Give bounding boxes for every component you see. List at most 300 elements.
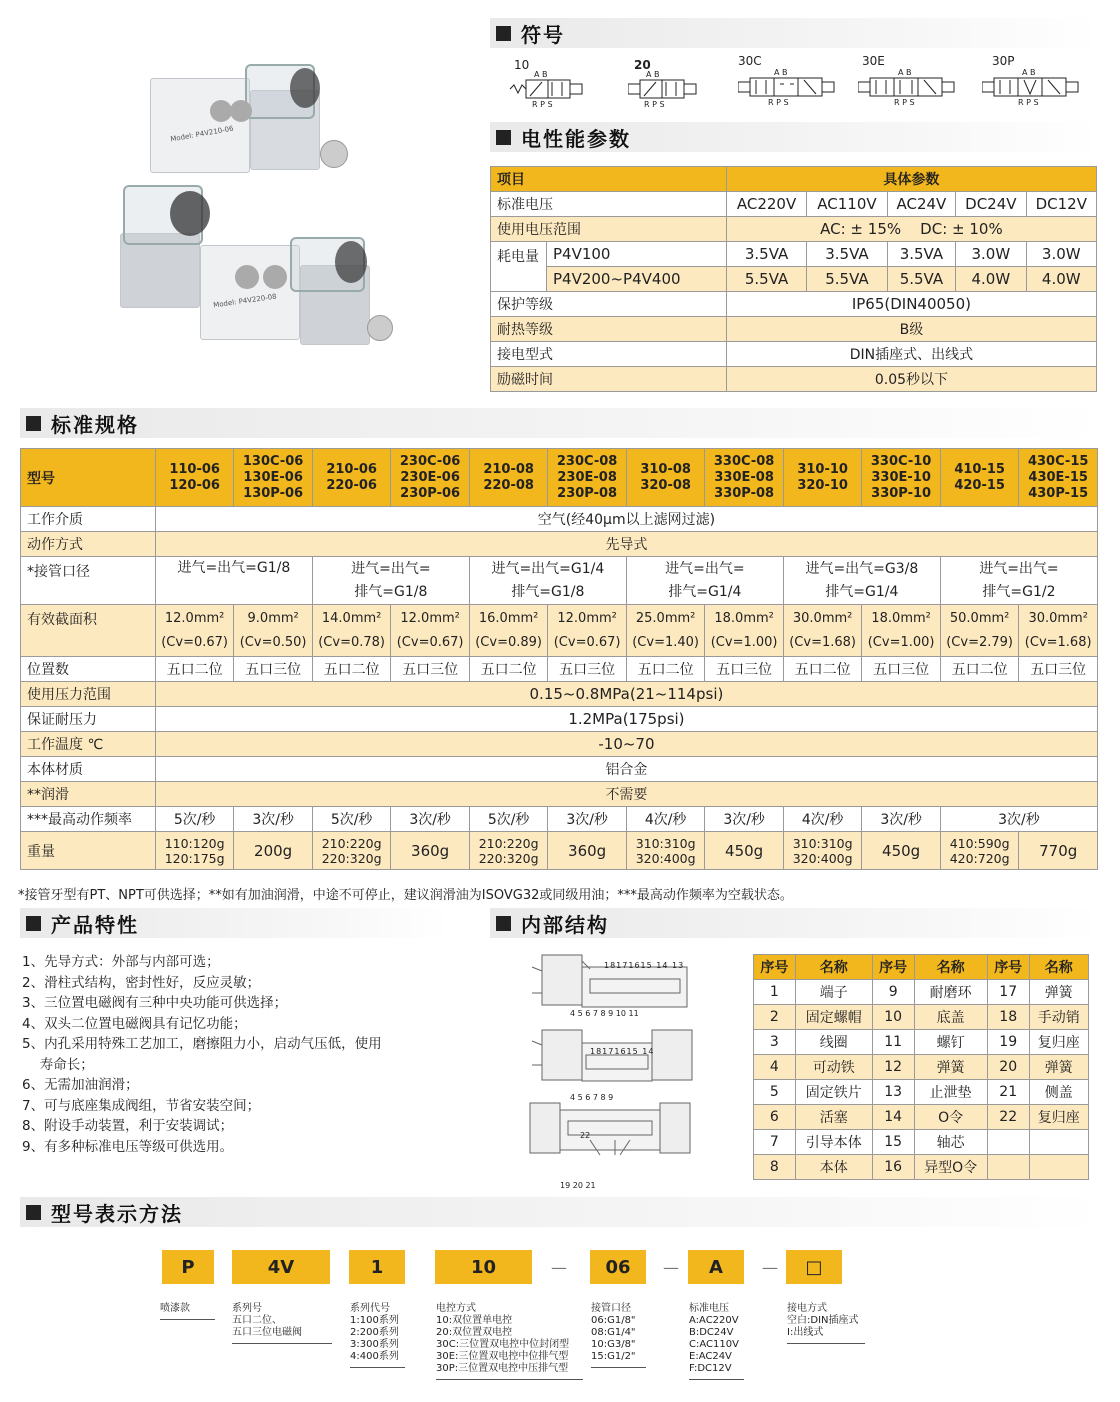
section-title: 产品特性	[51, 912, 139, 937]
pressure-value: 0.15~0.8MPa(21~114psi)	[155, 682, 1097, 707]
protection-value: IP65(DIN40050)	[726, 292, 1096, 317]
section-title: 标准规格	[51, 412, 139, 437]
area-cv: (Cv=1.40)	[632, 634, 699, 650]
area-value	[234, 605, 313, 657]
model-code: 320-08	[640, 477, 691, 493]
model-col	[391, 449, 470, 507]
part-name: 弹簧	[1029, 1055, 1088, 1080]
part-number: 8	[754, 1155, 796, 1180]
diagram-callout: 4 5 6 7 8 9 10 11	[570, 1009, 639, 1018]
position-value: 五口二位	[626, 657, 705, 682]
area-mm2: 25.0mm²	[635, 610, 696, 626]
internal-drawing	[520, 945, 700, 1195]
square-bullet-icon	[26, 1205, 41, 1220]
part-number: 4	[754, 1055, 796, 1080]
consumption-label: 耗电量	[491, 242, 547, 292]
feature-list	[22, 952, 442, 1157]
symbol-20	[628, 58, 708, 110]
section-electrical	[490, 122, 1100, 152]
weight-value	[312, 832, 391, 870]
area-mm2: 12.0mm²	[164, 610, 225, 626]
medium-value: 空气(经40μm以上滤网过滤)	[155, 507, 1097, 532]
part-name: 止泄垫	[914, 1080, 987, 1105]
model-code: 230E-06	[400, 469, 460, 485]
caption-line: 15:G1/2"	[591, 1351, 636, 1362]
port-value	[155, 557, 312, 605]
weight-value	[705, 832, 784, 870]
area-cv: (Cv=0.50)	[239, 634, 307, 650]
feature-item: 4、双头二位置电磁阀具有记忆功能；	[22, 1015, 247, 1032]
model-code: 430C-15	[1027, 453, 1089, 469]
product-image-double	[115, 185, 395, 355]
part-name: 螺钉	[914, 1030, 987, 1055]
part-number: 6	[754, 1105, 796, 1130]
code-box-series: 4V	[232, 1250, 330, 1284]
model-code: 310-10	[797, 461, 848, 477]
weight-value	[626, 832, 705, 870]
area-mm2: 30.0mm²	[1028, 610, 1088, 626]
weight-value	[548, 832, 627, 870]
product-image-single	[150, 60, 360, 190]
part-number	[987, 1155, 1029, 1180]
freq-value: 4次/秒	[783, 807, 862, 832]
product-label: Model: P4V220-08	[212, 292, 278, 310]
area-cv: (Cv=0.67)	[161, 634, 228, 650]
port-line: 进气=出气=	[351, 560, 431, 577]
code-box-voltage: A	[688, 1250, 744, 1284]
feature-item: 寿命长；	[22, 1056, 94, 1073]
area-mm2: 12.0mm²	[557, 610, 617, 626]
model-code: 130E-06	[243, 469, 303, 485]
model-code: 330E-08	[714, 469, 774, 485]
parts-table	[753, 954, 1089, 1180]
area-mm2: 16.0mm²	[478, 610, 539, 626]
model-code: 430E-15	[1028, 469, 1088, 485]
area-value	[312, 605, 391, 657]
caption-line: 10:G3/8"	[591, 1339, 636, 1350]
model-col	[626, 449, 705, 507]
caption-line: 20:双位置双电控	[436, 1327, 513, 1338]
code-caption	[787, 1303, 859, 1339]
caption-line: A:AC220V	[689, 1315, 739, 1326]
part-name: 复归座	[1029, 1030, 1088, 1055]
symbol-ports-bottom: R P S	[894, 98, 915, 107]
weight-value	[155, 832, 234, 870]
part-number: 7	[754, 1130, 796, 1155]
p4v200-label: P4V200~P4V400	[547, 267, 727, 292]
position-value: 五口二位	[940, 657, 1019, 682]
part-number: 3	[754, 1030, 796, 1055]
p4v100-value: 3.5VA	[726, 242, 806, 267]
protection-label: 保护等级	[491, 292, 727, 317]
temp-value: -10~70	[155, 732, 1097, 757]
caption-underline	[436, 1379, 583, 1380]
p4v100-value: 3.5VA	[807, 242, 887, 267]
symbol-30p	[982, 54, 1086, 106]
model-code: 310-08	[640, 461, 691, 477]
port-line: 排气=G1/2	[982, 583, 1056, 600]
model-label: 型号	[21, 449, 156, 507]
caption-line: C:AC110V	[689, 1339, 739, 1350]
symbol-30c	[738, 54, 838, 106]
part-name: 固定螺帽	[795, 1005, 872, 1030]
weight-value	[391, 832, 470, 870]
port-line: 进气=出气=	[979, 560, 1059, 577]
area-value	[783, 605, 862, 657]
position-value: 五口二位	[783, 657, 862, 682]
part-number: 1	[754, 980, 796, 1005]
part-number: 12	[872, 1055, 914, 1080]
code-caption	[689, 1303, 739, 1375]
weight-line: 420:720g	[949, 850, 1010, 866]
weight-value	[469, 832, 548, 870]
part-name: 可动铁	[795, 1055, 872, 1080]
port-line: 进气=出气=G1/8	[177, 560, 291, 576]
area-label: 有效截面积	[21, 605, 156, 657]
port-label: *接管口径	[21, 557, 156, 605]
position-value: 五口二位	[469, 657, 548, 682]
part-name: O令	[914, 1105, 987, 1130]
caption-line: 30C:三位置双电控中位封闭型	[436, 1339, 570, 1350]
model-code: 120-06	[169, 477, 220, 493]
part-number: 18	[987, 1005, 1029, 1030]
weight-value	[234, 832, 313, 870]
model-code: 230P-06	[400, 485, 461, 501]
position-value: 五口三位	[234, 657, 313, 682]
caption-underline	[787, 1343, 865, 1344]
port-line: 进气=出气=G1/4	[491, 560, 605, 577]
part-number: 2	[754, 1005, 796, 1030]
caption-line: E:AC24V	[689, 1351, 732, 1362]
area-value	[469, 605, 548, 657]
part-number: 14	[872, 1105, 914, 1130]
port-line: 排气=G1/8	[354, 583, 428, 600]
model-col	[1019, 449, 1098, 507]
symbol-label: 30C	[738, 54, 762, 68]
code-dash: —	[663, 1258, 679, 1277]
symbol-ports-top: A B	[774, 68, 788, 77]
part-number: 15	[872, 1130, 914, 1155]
action-value: 先导式	[155, 532, 1097, 557]
header-params: 具体参数	[726, 167, 1096, 192]
caption-line: 空白:DIN插座式	[787, 1315, 859, 1326]
freq-value: 3次/秒	[548, 807, 627, 832]
part-number: 5	[754, 1080, 796, 1105]
area-mm2: 18.0mm²	[871, 610, 931, 626]
part-number: 11	[872, 1030, 914, 1055]
square-bullet-icon	[26, 916, 41, 931]
voltage-value: AC220V	[726, 192, 806, 217]
model-col	[705, 449, 784, 507]
electrical-table	[490, 166, 1097, 392]
area-value	[862, 605, 941, 657]
code-caption	[436, 1303, 569, 1375]
area-mm2: 9.0mm²	[247, 610, 299, 626]
section-symbol	[490, 18, 1100, 48]
weight-line: 450g	[882, 841, 921, 860]
position-value: 五口二位	[155, 657, 234, 682]
part-number: 16	[872, 1155, 914, 1180]
model-col	[312, 449, 391, 507]
weight-value	[862, 832, 941, 870]
model-code: 110-06	[169, 461, 220, 477]
part-number: 22	[987, 1105, 1029, 1130]
section-title: 型号表示方法	[51, 1201, 183, 1226]
part-name	[1029, 1155, 1088, 1180]
weight-value	[940, 832, 1019, 870]
position-value: 五口三位	[705, 657, 784, 682]
model-col	[548, 449, 627, 507]
header-item: 项目	[491, 167, 727, 192]
weight-line: 210:220g	[478, 835, 539, 851]
port-line: 进气=出气=G3/8	[805, 560, 919, 577]
weight-line: 360g	[411, 841, 450, 860]
code-dash: —	[762, 1258, 778, 1277]
part-name: 侧盖	[1029, 1080, 1088, 1105]
section-title: 内部结构	[521, 912, 609, 937]
section-model-code	[20, 1197, 1100, 1227]
area-cv: (Cv=0.78)	[318, 634, 385, 650]
model-code: 410-15	[954, 461, 1005, 477]
position-value: 五口三位	[1019, 657, 1098, 682]
area-value	[548, 605, 627, 657]
model-col	[234, 449, 313, 507]
p4v200-value: 5.5VA	[807, 267, 887, 292]
caption-underline	[689, 1379, 744, 1380]
excite-label: 励磁时间	[491, 367, 727, 392]
code-caption	[160, 1303, 190, 1315]
voltage-value: DC24V	[956, 192, 1026, 217]
model-code: 320-10	[797, 477, 848, 493]
range-label: 使用电压范围	[491, 217, 727, 242]
section-standard	[20, 408, 1100, 438]
feature-item: 8、附设手动装置，利于安装调试；	[22, 1118, 234, 1134]
weight-line: 310:310g	[792, 835, 853, 851]
part-number	[987, 1130, 1029, 1155]
heat-value: B级	[726, 317, 1096, 342]
model-col	[862, 449, 941, 507]
symbol-10	[508, 58, 588, 110]
symbol-ports-top: A B	[898, 68, 912, 77]
model-code: 330P-08	[714, 485, 775, 501]
code-caption	[591, 1303, 636, 1363]
weight-line: 220:320g	[478, 850, 539, 866]
port-value	[940, 557, 1097, 605]
freq-value: 5次/秒	[312, 807, 391, 832]
feature-item: 5、内孔采用特殊工艺加工，磨擦阻力小，启动气压低，使用	[22, 1036, 382, 1052]
part-name: 弹簧	[1029, 980, 1088, 1005]
medium-label: 工作介质	[21, 507, 156, 532]
area-value	[155, 605, 234, 657]
symbol-label: 20	[634, 58, 651, 72]
diagram-callout: 19 20 21	[560, 1181, 596, 1190]
feature-item: 3、三位置电磁阀有三种中央功能可供选择；	[22, 995, 288, 1011]
voltage-label: 标准电压	[491, 192, 727, 217]
freq-value: 3次/秒	[940, 807, 1097, 832]
part-name: 引导本体	[795, 1130, 872, 1155]
internal-diagram	[520, 945, 700, 1195]
caption-underline	[160, 1319, 215, 1320]
feature-item: 2、滑柱式结构，密封性好，反应灵敏；	[22, 974, 261, 991]
freq-label: ***最高动作频率	[21, 807, 156, 832]
port-value	[783, 557, 940, 605]
lube-value: 不需要	[155, 782, 1097, 807]
port-value	[626, 557, 783, 605]
symbol-ports-top: A B	[1022, 68, 1036, 77]
wiring-value: DIN插座式、出线式	[726, 342, 1096, 367]
parts-header: 名称	[914, 955, 987, 980]
area-mm2: 50.0mm²	[949, 610, 1010, 626]
model-code: 230E-08	[557, 469, 617, 485]
symbol-label: 10	[514, 58, 530, 72]
weight-line: 200g	[254, 841, 293, 860]
port-value	[312, 557, 469, 605]
position-value: 五口三位	[548, 657, 627, 682]
part-number: 20	[987, 1055, 1029, 1080]
p4v100-label: P4V100	[547, 242, 727, 267]
weight-line: 770g	[1039, 841, 1078, 860]
area-value	[626, 605, 705, 657]
part-name: 固定铁片	[795, 1080, 872, 1105]
part-name	[1029, 1130, 1088, 1155]
caption-line: 3:300系列	[350, 1339, 399, 1350]
part-name: 本体	[795, 1155, 872, 1180]
action-label: 动作方式	[21, 532, 156, 557]
model-col	[469, 449, 548, 507]
area-value	[1019, 605, 1098, 657]
caption-line: 标准电压	[689, 1303, 729, 1314]
feature-item: 6、无需加油润滑；	[22, 1077, 139, 1093]
symbol-ports-top: A B	[646, 70, 660, 79]
caption-line: 06:G1/8"	[591, 1315, 636, 1326]
parts-header: 名称	[1029, 955, 1088, 980]
caption-line: 电控方式	[436, 1303, 476, 1314]
feature-item: 7、可与底座集成阀组，节省安装空间；	[22, 1097, 261, 1114]
area-cv: (Cv=1.00)	[710, 634, 778, 650]
code-caption	[350, 1303, 399, 1363]
voltage-value: AC110V	[807, 192, 887, 217]
material-label: 本体材质	[21, 757, 156, 782]
weight-line: 450g	[725, 841, 764, 860]
material-value: 铝合金	[155, 757, 1097, 782]
weight-value	[783, 832, 862, 870]
caption-underline	[232, 1343, 332, 1344]
model-code: 330C-08	[713, 453, 775, 469]
caption-line: 2:200系列	[350, 1327, 399, 1338]
area-cv: (Cv=1.68)	[789, 634, 856, 650]
code-box-port: 06	[590, 1250, 646, 1284]
caption-line: 五口三位电磁阀	[232, 1327, 302, 1338]
part-name: 活塞	[795, 1105, 872, 1130]
area-value	[940, 605, 1019, 657]
range-value: AC: ± 15% DC: ± 10%	[726, 217, 1096, 242]
caption-line: 喷漆款	[160, 1303, 190, 1314]
parts-header: 序号	[987, 955, 1029, 980]
p4v100-value: 3.5VA	[887, 242, 955, 267]
area-cv: (Cv=2.79)	[946, 634, 1013, 650]
caption-line: 系列代号	[350, 1303, 390, 1314]
model-code: 330E-10	[871, 469, 931, 485]
part-number: 21	[987, 1080, 1029, 1105]
freq-value: 4次/秒	[626, 807, 705, 832]
proof-label: 保证耐压力	[21, 707, 156, 732]
part-name: 底盖	[914, 1005, 987, 1030]
section-title: 符号	[521, 22, 565, 47]
area-mm2: 18.0mm²	[714, 610, 774, 626]
section-features	[20, 908, 450, 938]
part-number: 9	[872, 980, 914, 1005]
parts-header: 序号	[754, 955, 796, 980]
model-code: 230P-08	[557, 485, 618, 501]
area-cv: (Cv=1.00)	[867, 634, 935, 650]
freq-value: 3次/秒	[234, 807, 313, 832]
pressure-label: 使用压力范围	[21, 682, 156, 707]
weight-line: 120:175g	[164, 850, 225, 866]
area-cv: (Cv=1.68)	[1024, 634, 1092, 650]
symbol-ports-bottom: R P S	[532, 100, 553, 109]
footnote: *接管牙型有PT、NPT可供选择；**如有加油润滑，中途不可停止，建议润滑油为ISOVG32或同级用油；***最高动作频率为空载状态。	[18, 888, 793, 903]
square-bullet-icon	[26, 416, 41, 431]
freq-value: 3次/秒	[705, 807, 784, 832]
diagram-callout: 18171615 14	[590, 1047, 655, 1056]
voltage-value: DC12V	[1026, 192, 1096, 217]
model-col	[155, 449, 234, 507]
part-number: 19	[987, 1030, 1029, 1055]
feature-item: 9、有多种标准电压等级可供选用。	[22, 1138, 234, 1155]
wiring-label: 接电型式	[491, 342, 727, 367]
caption-line: 1:100系列	[350, 1315, 399, 1326]
caption-line: F:DC12V	[689, 1363, 732, 1374]
part-name: 耐磨环	[914, 980, 987, 1005]
code-box-control: 10	[435, 1250, 532, 1284]
model-code: 220-06	[326, 477, 377, 493]
part-name: 端子	[795, 980, 872, 1005]
model-code: 420-15	[954, 477, 1005, 493]
excite-value: 0.05秒以下	[726, 367, 1096, 392]
area-value	[391, 605, 470, 657]
freq-value: 5次/秒	[469, 807, 548, 832]
freq-value: 3次/秒	[391, 807, 470, 832]
caption-underline	[591, 1367, 646, 1368]
diagram-callout: 4 5 6 7 8 9	[570, 1093, 614, 1102]
part-name: 弹簧	[914, 1055, 987, 1080]
symbol-ports-bottom: R P S	[1018, 98, 1039, 107]
parts-header: 名称	[795, 955, 872, 980]
model-col	[940, 449, 1019, 507]
parts-header: 序号	[872, 955, 914, 980]
p4v100-value: 3.0W	[956, 242, 1026, 267]
area-cv: (Cv=0.89)	[475, 634, 542, 650]
freq-value: 3次/秒	[862, 807, 941, 832]
weight-line: 220:320g	[321, 850, 382, 866]
part-name: 轴芯	[914, 1130, 987, 1155]
part-number: 17	[987, 980, 1029, 1005]
area-mm2: 12.0mm²	[400, 610, 460, 626]
p4v200-value: 5.5VA	[726, 267, 806, 292]
weight-line: 310:310g	[635, 835, 696, 851]
area-mm2: 14.0mm²	[321, 610, 382, 626]
weight-line: 110:120g	[164, 835, 225, 851]
spec-table	[20, 448, 1098, 870]
port-line: 进气=出气=	[665, 560, 745, 577]
caption-line: 接电方式	[787, 1303, 827, 1314]
caption-line: 08:G1/4"	[591, 1327, 636, 1338]
weight-line: 320:400g	[635, 850, 696, 866]
diagram-callout: 18171615 14 13	[604, 961, 685, 970]
temp-label: 工作温度 ℃	[21, 732, 156, 757]
square-bullet-icon	[496, 26, 511, 41]
part-name: 手动销	[1029, 1005, 1088, 1030]
